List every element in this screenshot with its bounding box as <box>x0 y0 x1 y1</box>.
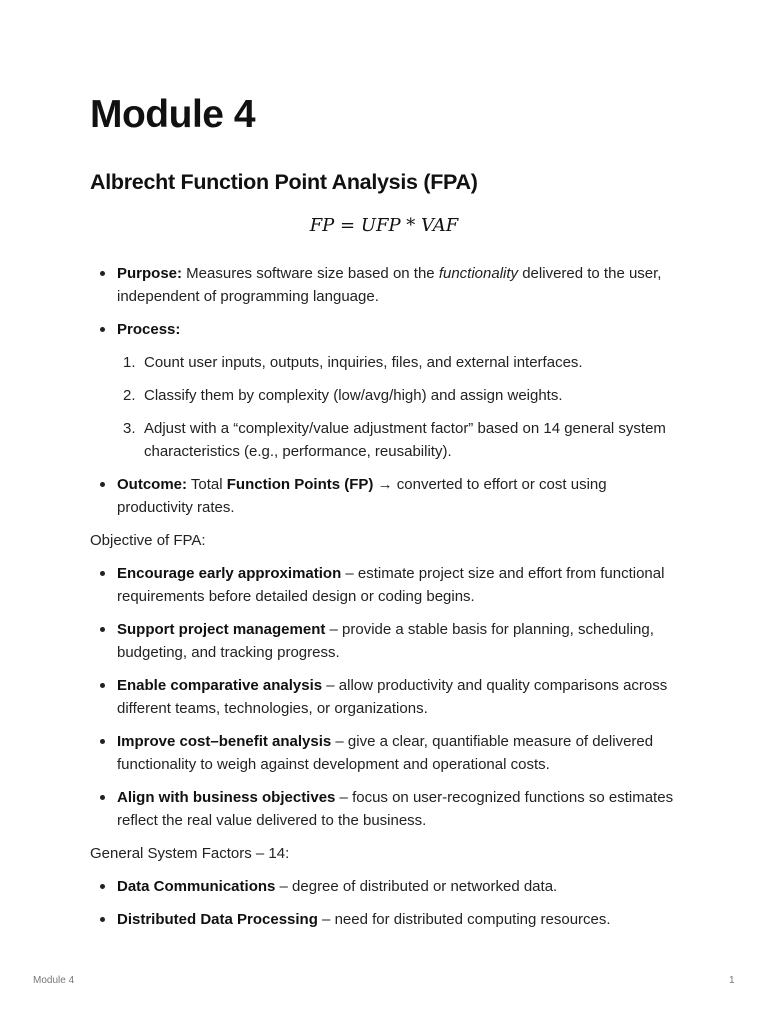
item-text: – provide a stable basis for planning, scheduling, budgeting, and tracking progress. <box>117 621 654 661</box>
item-label: Data Communications <box>117 878 276 895</box>
item-label: Distributed Data Processing <box>117 911 318 928</box>
process-step <box>117 351 680 374</box>
item-text: → converted to effort or cost using productivity rates. <box>117 476 607 516</box>
gsf-list <box>90 875 680 931</box>
list-item <box>90 730 680 776</box>
item-emphasis: functionality <box>438 265 519 282</box>
item-text: Measures software size based on the <box>182 265 439 282</box>
list-item <box>90 875 680 898</box>
item-label: Process: <box>117 321 181 338</box>
list-item-outcome <box>90 473 680 519</box>
list-item-process <box>90 318 680 463</box>
step-number: 3. <box>123 420 136 437</box>
list-item <box>90 562 680 608</box>
list-item <box>90 786 680 832</box>
item-text: Total <box>187 476 227 493</box>
step-text: Classify them by complexity (low/avg/high) and assign weights. <box>144 387 563 404</box>
process-step <box>117 384 680 407</box>
page-number: 1 <box>729 975 735 986</box>
intro-list <box>90 262 680 519</box>
list-item-purpose <box>90 262 680 308</box>
section-heading: Albrecht Function Point Analysis (FPA) <box>90 170 478 194</box>
process-step <box>117 417 680 463</box>
step-number: 1. <box>123 354 136 371</box>
step-text: Adjust with a “complexity/value adjustment factor” based on 14 general system characteristics (e.g., performance, reusability). <box>144 420 666 460</box>
process-steps <box>117 351 680 463</box>
step-text: Count user inputs, outputs, inquiries, files, and external interfaces. <box>144 354 583 371</box>
item-text: – estimate project size and effort from functional requirements before detailed design or coding begins. <box>117 565 665 605</box>
item-label: Encourage early approximation <box>117 565 342 582</box>
item-label: Purpose: <box>117 265 183 282</box>
page-title: Module 4 <box>90 93 256 136</box>
gsf-heading: General System Factors – 14: <box>90 845 290 862</box>
fp-formula: FP = UFP * VAF <box>309 215 459 236</box>
item-text: – need for distributed computing resources. <box>317 911 611 928</box>
list-item <box>90 674 680 720</box>
item-text: delivered to the user, independent of programming language. <box>117 265 662 305</box>
item-label: Outcome: <box>117 476 188 493</box>
document-body <box>90 262 680 941</box>
item-text: – focus on user-recognized functions so estimates reflect the real value delivered to the business. <box>117 789 674 829</box>
item-text: – degree of distributed or networked data. <box>275 878 558 895</box>
item-text: – give a clear, quantifiable measure of delivered functionality to weigh against development and operational costs. <box>117 733 654 773</box>
list-item <box>90 618 680 664</box>
objectives-list <box>90 562 680 832</box>
item-label: Improve cost–benefit analysis <box>117 733 332 750</box>
item-label: Enable comparative analysis <box>117 677 323 694</box>
item-bold: Function Points (FP) <box>226 476 374 493</box>
objective-heading: Objective of FPA: <box>90 532 206 549</box>
item-text: – allow productivity and quality comparisons across different teams, technologies, or organizations. <box>117 677 668 717</box>
list-item <box>90 908 680 931</box>
step-number: 2. <box>123 387 136 404</box>
footer-module-label: Module 4 <box>33 975 75 986</box>
item-label: Align with business objectives <box>117 789 336 806</box>
item-label: Support project management <box>117 621 326 638</box>
